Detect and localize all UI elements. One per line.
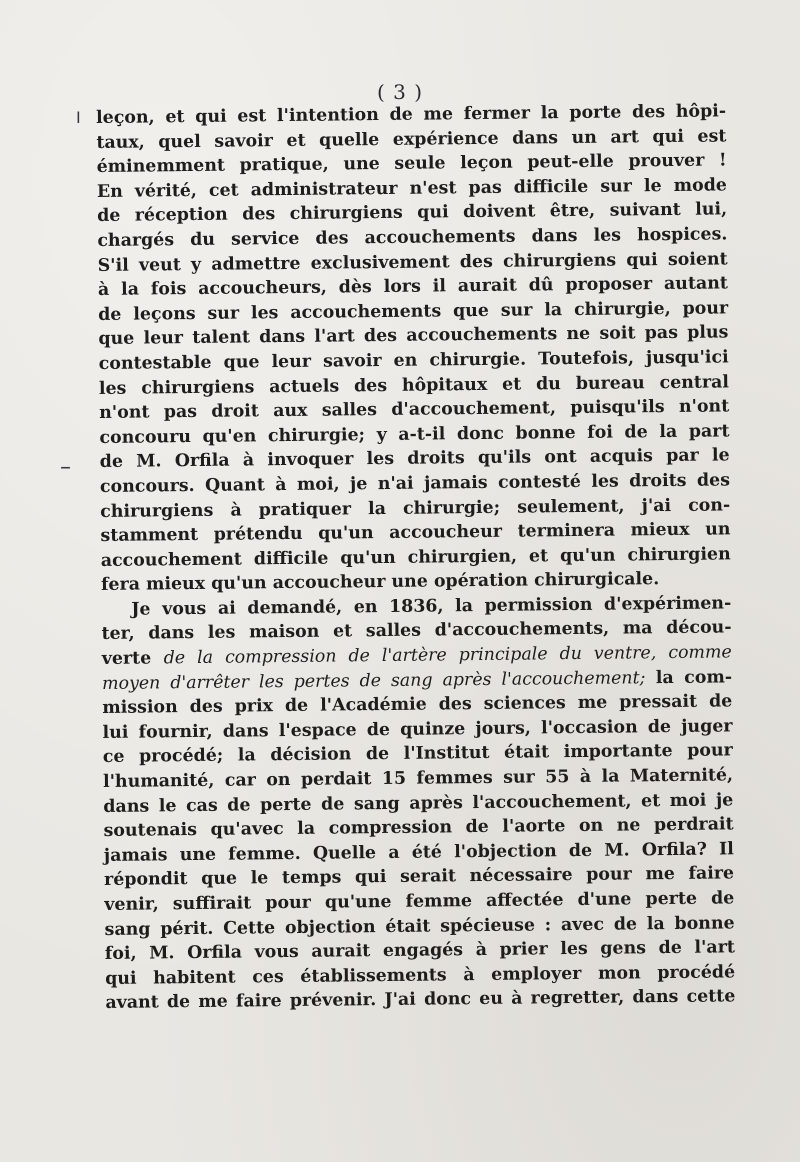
text-line: de M. Orfila à invoquer les droits qu'ils ont acquis par le bbox=[99, 445, 730, 473]
text-line: de leçons sur les accouchements que sur la chirurgie, pour bbox=[98, 298, 729, 325]
text-line: chargés du service des accouchements dans les hospices. bbox=[97, 224, 728, 251]
text-span: la com- bbox=[645, 667, 733, 688]
text-line: sang périt. Cette objection était spécieuse : avec de la bonne bbox=[104, 912, 735, 940]
margin-mark: – bbox=[60, 455, 71, 480]
text-line: que leur talent dans l'art des accouchements ne soit pas plus bbox=[98, 322, 729, 350]
text-span: verte bbox=[101, 648, 164, 670]
text-line: venir, suffirait pour qu'une femme affectée d'une perte de bbox=[104, 888, 735, 915]
text-line: ter, dans les maison et salles d'accouchements, ma décou- bbox=[101, 617, 732, 645]
text-line: foi, M. Orfila vous aurait engagés à prier les gens de l'art bbox=[104, 937, 735, 965]
text-line: ce procédé; la décision de l'Institut était importante pour bbox=[102, 740, 733, 768]
italic-text: moyen d'arrêter les pertes de sang après l'accouchement; bbox=[101, 667, 646, 694]
text-line: éminemment pratique, une seule leçon peut-elle prouver ! bbox=[96, 150, 727, 178]
text-line: l'humanité, car on perdait 15 femmes sur 55 à la Maternité, bbox=[102, 765, 734, 792]
text-line: jamais une femme. Quelle a été l'objection de M. Orfila? Il bbox=[103, 839, 734, 866]
page-number: ( 3 ) bbox=[376, 80, 424, 104]
text-line: soutenais qu'avec la compression de l'aorte on ne perdrait bbox=[103, 814, 734, 842]
text-line: lui fournir, dans l'espace de quinze jours, l'occasion de juger bbox=[102, 716, 733, 743]
margin-mark: I bbox=[76, 108, 81, 127]
text-line: contestable que leur savoir en chirurgie. Toutefois, jusqu'ici bbox=[98, 347, 729, 374]
text-line: n'ont pas droit aux salles d'accouchement, puisqu'ils n'ont bbox=[99, 396, 730, 424]
text-line: leçon, et qui est l'intention de me fermer la porte des hôpi- bbox=[96, 101, 727, 128]
text-line: stamment prétendu qu'un accoucheur terminera mieux un bbox=[100, 519, 731, 547]
text-line: taux, quel savoir et quelle expérience dans un art qui est bbox=[96, 125, 727, 153]
text-line: qui habitent ces établissements à employer mon procédé bbox=[105, 962, 736, 989]
body-text bbox=[96, 99, 735, 1016]
text-line: concouru qu'en chirurgie; y a-t-il donc bonne foi de la part bbox=[99, 421, 730, 448]
text-line: de réception des chirurgiens qui doivent être, suivant lui, bbox=[97, 199, 728, 227]
text-line: fera mieux qu'un accoucheur une opération chirurgicale. bbox=[100, 569, 660, 596]
text-line: S'il veut y admettre exclusivement des chirurgiens qui soient bbox=[97, 248, 728, 276]
text-line: concours. Quant à moi, je n'ai jamais contesté les droits des bbox=[99, 470, 731, 497]
text-line: répondit que le temps qui serait nécessaire pour me faire bbox=[104, 863, 735, 891]
text-line: mission des prix de l'Académie des sciences me pressait de bbox=[102, 691, 733, 719]
text-line: les chirurgiens actuels des hôpitaux et du bureau central bbox=[98, 371, 730, 399]
text-line: Je vous ai demandé, en 1836, la permission d'expérimen- bbox=[131, 593, 732, 620]
italic-text: de la compression de l'artère principale du ventre, comme bbox=[163, 642, 732, 669]
text-line: chirurgiens à pratiquer la chirurgie; seulement, j'ai con- bbox=[100, 494, 731, 522]
text-line: à la fois accoucheurs, dès lors il aurait dû proposer autant bbox=[97, 273, 728, 301]
text-line: accouchement difficile qu'un chirurgien, et qu'un chirurgien bbox=[100, 544, 731, 571]
text-line: dans le cas de perte de sang après l'accouchement, et moi je bbox=[103, 789, 734, 817]
text-line: avant de me faire prévenir. J'ai donc eu à regretter, dans cette bbox=[105, 986, 736, 1014]
text-line: En vérité, cet administrateur n'est pas difficile sur le mode bbox=[96, 175, 727, 202]
